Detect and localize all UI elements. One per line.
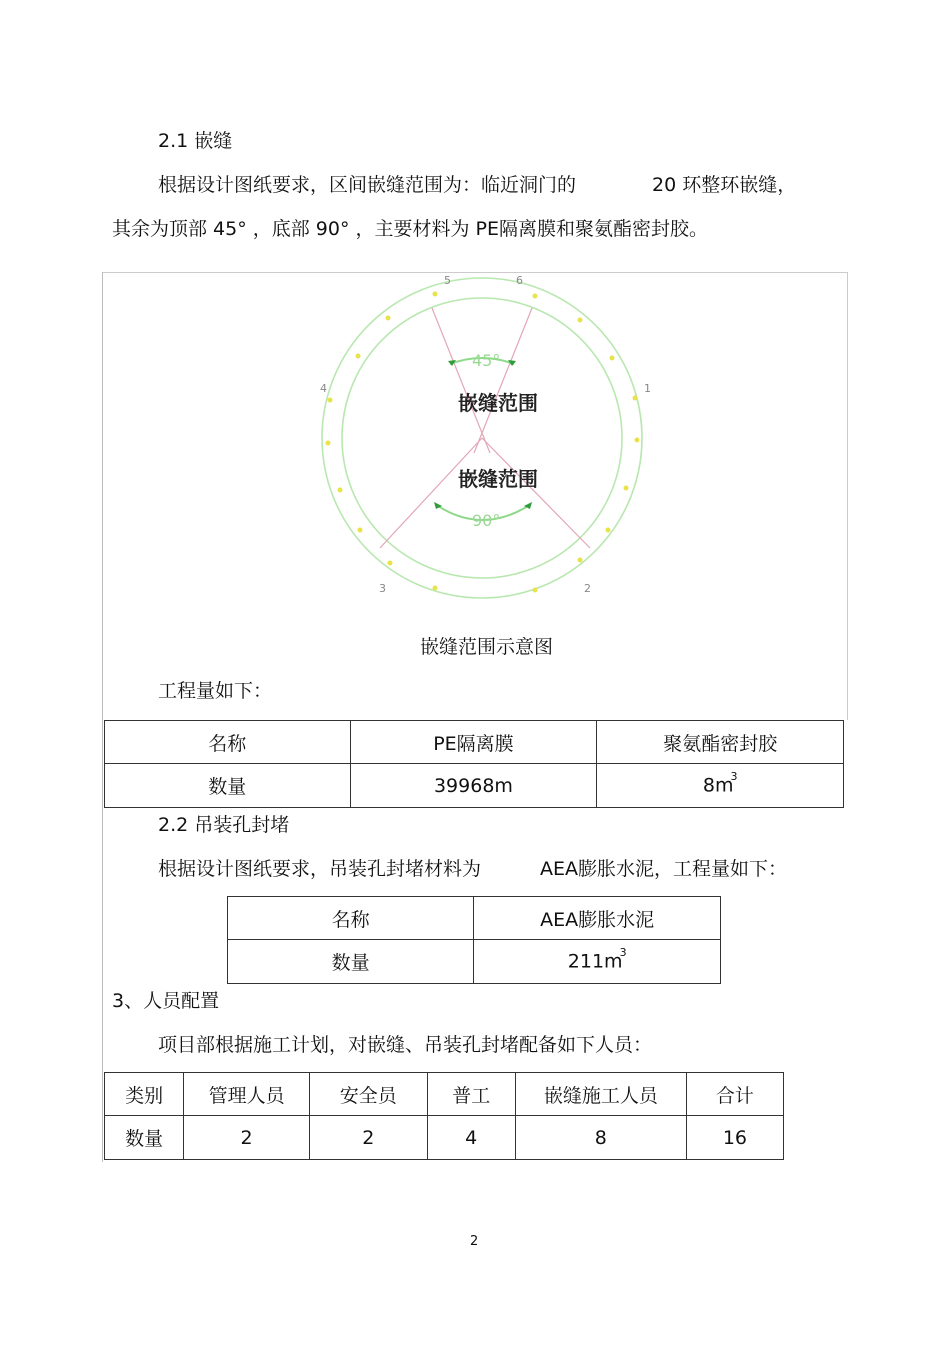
table-cell: 名称 <box>105 721 351 764</box>
table-row <box>228 897 721 940</box>
quantity-value: 8m <box>702 774 734 797</box>
cement-table <box>227 896 721 984</box>
section-2-1-paragraph-part2: 20 环整环嵌缝， <box>652 174 797 196</box>
caulking-range-diagram <box>300 268 680 608</box>
svg-text:5: 5 <box>444 274 451 287</box>
section-2-1-paragraph-line2: 其余为顶部 45° ，底部 90° ，主要材料为 PE隔离膜和聚氨酯密封胶。 <box>112 218 709 240</box>
table-cell: 数量 <box>105 764 351 808</box>
bolt-dots <box>326 292 640 593</box>
section-3-paragraph: 项目部根据施工计划，对嵌缝、吊装孔封堵配备如下人员： <box>158 1034 653 1056</box>
segment-numbers <box>320 274 651 595</box>
table-cell: AEA膨胀水泥 <box>474 897 721 940</box>
svg-text:6: 6 <box>516 274 523 287</box>
table-cell: 2 <box>184 1116 310 1160</box>
table-cell: 类别 <box>105 1073 184 1116</box>
quantity-value: 211m <box>567 950 623 973</box>
table-cell: 嵌缝施工人员 <box>515 1073 686 1116</box>
table-cell: 数量 <box>228 940 474 984</box>
table-cell: PE隔离膜 <box>350 721 597 764</box>
materials-table <box>104 720 844 808</box>
table-row <box>105 1116 784 1160</box>
svg-text:1: 1 <box>644 382 651 395</box>
figure-frame-left <box>102 272 103 1162</box>
figure-frame-right <box>847 272 848 720</box>
table-cell <box>597 764 844 808</box>
table-cell <box>474 940 721 984</box>
table-cell: 安全员 <box>309 1073 427 1116</box>
svg-text:4: 4 <box>320 382 327 395</box>
figure-caption: 嵌缝范围示意图 <box>420 636 554 658</box>
table-cell: 数量 <box>105 1116 184 1160</box>
quantity-intro: 工程量如下： <box>158 680 273 702</box>
table-cell: 管理人员 <box>184 1073 310 1116</box>
table-row <box>228 940 721 984</box>
table-cell: 聚氨酯密封胶 <box>597 721 844 764</box>
table-cell: 39968m <box>350 764 597 808</box>
page-number: 2 <box>470 1234 479 1249</box>
table-cell: 合计 <box>686 1073 783 1116</box>
table-cell: 名称 <box>228 897 474 940</box>
staffing-table <box>104 1072 784 1160</box>
table-cell: 8 <box>515 1116 686 1160</box>
table-row <box>105 721 844 764</box>
section-2-1-title: 2.1 嵌缝 <box>158 130 233 152</box>
bottom-angle-label: 90° <box>472 511 501 530</box>
unit-superscript: 3 <box>730 770 738 784</box>
top-angle-label: 45° <box>472 351 501 370</box>
bottom-range-label: 嵌缝范围 <box>458 467 538 491</box>
section-2-2-paragraph-part1: 根据设计图纸要求，吊装孔封堵材料为 <box>158 858 482 880</box>
unit-superscript: 3 <box>619 946 627 960</box>
table-cell: 2 <box>309 1116 427 1160</box>
svg-text:3: 3 <box>379 582 386 595</box>
table-row <box>105 764 844 808</box>
table-cell: 普工 <box>427 1073 515 1116</box>
section-2-1-paragraph-part1: 根据设计图纸要求，区间嵌缝范围为：临近洞门的 <box>158 174 577 196</box>
table-row <box>105 1073 784 1116</box>
section-3-title: 3、人员配置 <box>112 990 220 1012</box>
table-cell: 4 <box>427 1116 515 1160</box>
svg-text:2: 2 <box>584 582 591 595</box>
table-cell: 16 <box>686 1116 783 1160</box>
top-range-label: 嵌缝范围 <box>458 391 538 415</box>
section-2-2-title: 2.2 吊装孔封堵 <box>158 814 290 836</box>
section-2-2-paragraph-part2: AEA膨胀水泥，工程量如下： <box>540 858 788 880</box>
